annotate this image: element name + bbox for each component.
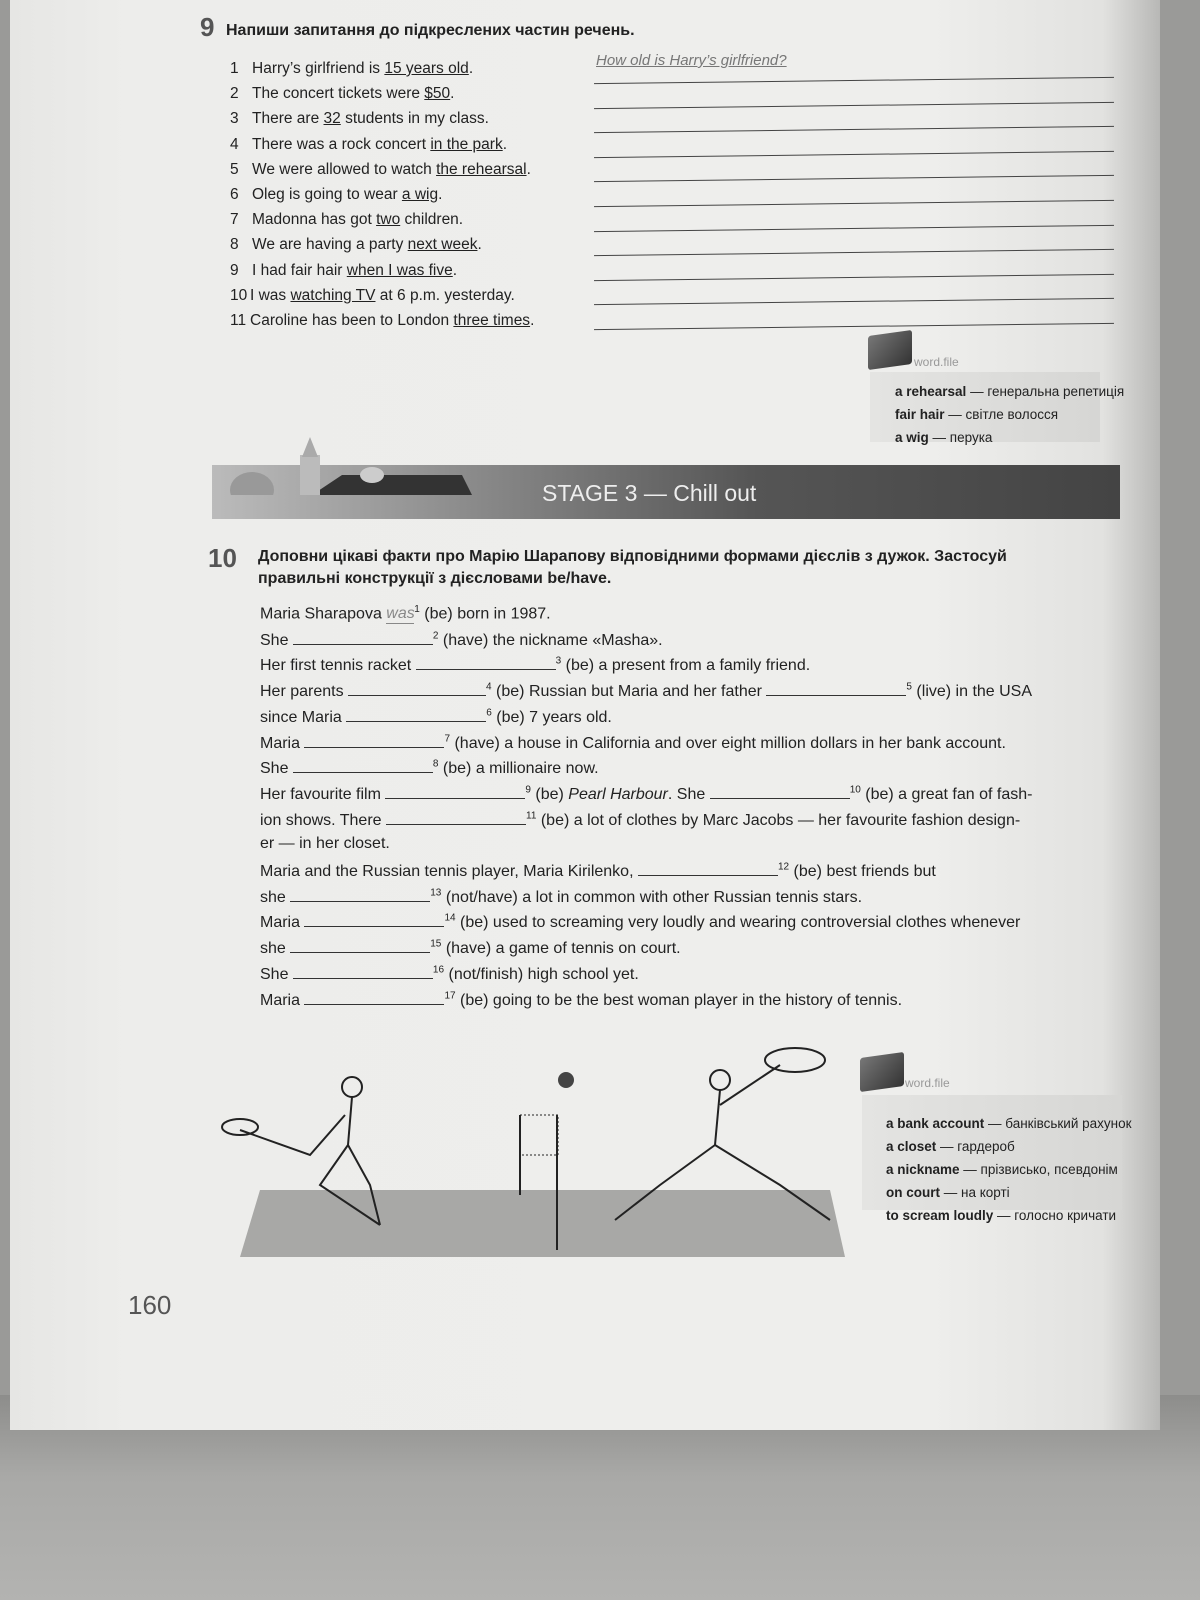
item-text-before: Caroline has been to London [250,312,454,329]
word-en: a closet [886,1139,937,1154]
gap-10[interactable] [710,784,850,799]
gap-number: 5 [906,681,912,693]
film-title: Pearl Harbour [568,785,668,803]
tennis-players-illustration [220,1035,860,1265]
word-ua: — генеральна репетиція [966,384,1125,399]
item-number: 9 [230,261,239,279]
text-segment: (be) Russian but Maria and her father [491,683,767,701]
text-line [260,784,1032,804]
handwritten-answer: How old is Harry’s girlfriend? [596,52,787,69]
exercise-10-instruction-2: правильні конструкції з дієсловами be/have. [258,570,612,587]
gap-number: 10 [849,784,861,796]
gap-14[interactable] [304,912,444,927]
text-segment: (be) a great fan of fash- [860,785,1033,803]
item-text-before: I was [250,286,291,304]
item-text-before: We were allowed to watch [252,160,437,178]
word-ua: — банківський рахунок [984,1116,1132,1131]
gap-number: 11 [526,810,537,822]
page-number: 160 [128,1290,172,1320]
text-line [260,681,1032,701]
text-segment: since Maria [260,708,347,726]
item-text-before: I had fair hair [252,261,347,279]
word-en: to scream loudly [886,1208,994,1223]
word-en: a nickname [886,1162,960,1177]
word-file-entry [886,1208,1116,1223]
text-segment: (be) best friends but [789,863,936,880]
text-segment: . She [667,785,710,803]
word-file-label-2: word.file [905,1076,950,1090]
item-number: 6 [230,186,239,203]
gap-number: 9 [525,784,531,796]
gap-11[interactable] [386,810,526,825]
text-segment: (be) a millionaire now. [438,760,599,778]
word-ua: — перука [928,430,993,445]
gap-15[interactable] [290,938,430,953]
text-segment: (be) a lot of clothes by Marc Jacobs — her favourite fashion design- [536,811,1021,829]
item-text-after: . [450,85,455,103]
word-file-label: word.file [914,355,959,369]
gap-6[interactable] [346,707,486,722]
text-segment: Maria [260,734,305,752]
gap-1[interactable]: was [386,605,415,623]
text-line [260,835,390,853]
text-segment: Her parents [260,683,349,701]
item-text-before: There are [252,110,324,128]
text-segment: (have) the nickname «Masha». [438,631,663,649]
exercise-9-number: 9 [200,12,215,42]
text-line [260,912,1020,932]
gap-number: 13 [430,887,442,899]
word-ua: — світле волосся [944,407,1059,422]
item-number: 2 [230,85,239,103]
text-line [260,655,810,675]
text-segment: (have) a house in California and over eight million dollars in her bank account. [450,734,1006,752]
exercise-item [230,236,482,254]
text-line [260,938,681,958]
item-text-after: . [502,135,508,153]
word-file-entry [895,384,1124,399]
text-segment: Maria [260,914,305,932]
item-text-before: There was a rock concert [252,135,431,153]
item-text-before: The concert tickets were [252,85,425,103]
item-text-after: . [468,60,474,77]
text-segment: (be) going to be the best woman player in the history of tennis. [455,991,903,1009]
text-segment: Maria [260,991,305,1009]
word-en: on court [886,1185,940,1200]
gap-number: 8 [432,758,439,770]
underlined-part: a wig [401,186,439,203]
exercise-9-instruction: Напиши запитання до підкреслених частин речень. [226,22,635,39]
gap-number: 2 [432,630,439,642]
gap-13[interactable] [290,887,430,902]
word-file-entry [895,407,1058,422]
word-file-icon-2 [860,1052,904,1092]
word-file-entry [886,1116,1132,1131]
text-segment: (have) a game of tennis on court. [441,940,681,958]
word-file-entry [886,1162,1118,1177]
gap-number: 3 [555,656,562,668]
text-segment: She [260,631,293,649]
item-text-after: students in my class. [340,110,489,128]
text-segment: she [260,888,291,906]
underlined-part: 15 years old [384,60,469,77]
chess-pieces-illustration [212,435,472,495]
word-ua: — гардероб [936,1139,1015,1154]
text-line [260,758,599,778]
text-segment: (live) in the USA [911,683,1033,701]
item-number: 10 [230,286,248,304]
text-line [260,604,551,624]
text-line [260,964,639,984]
item-number: 3 [230,110,239,128]
underlined-part: in the park [430,135,503,153]
word-ua: — прізвисько, псевдонім [959,1162,1118,1177]
underlined-part: the rehearsal [436,160,527,178]
item-number: 7 [230,211,239,229]
word-file-entry [886,1185,1010,1200]
text-line [260,861,936,881]
gap-8[interactable] [293,758,433,773]
underlined-part: watching TV [290,286,376,304]
exercise-item [230,211,463,229]
item-number: 8 [230,236,239,254]
text-segment: (not/finish) high school yet. [444,965,639,983]
text-segment: (be) 7 years old. [491,708,612,726]
word-file-icon [868,330,912,370]
text-segment: Her first tennis racket [260,657,416,675]
text-line [260,733,1006,753]
gap-number: 4 [486,681,492,693]
word-en: a bank account [886,1116,985,1131]
exercise-item [230,85,454,103]
gap-3[interactable] [416,655,556,670]
item-text-before: Harry’s girlfriend is [252,60,385,77]
text-segment: Her favourite film [260,785,386,803]
text-segment: She [260,760,293,778]
exercise-10-instruction: Доповни цікаві факти про Марію Шарапову відповідними формами дієслів з дужок. Застосуй [258,548,1007,565]
gap-12[interactable] [638,861,778,876]
gap-number: 12 [777,861,790,873]
text-segment: (not/have) a lot in common with other Russian tennis stars. [441,888,863,906]
exercise-item [230,136,507,154]
text-line [260,630,663,650]
item-text-before: Madonna has got [252,211,377,229]
word-ua: — на корті [940,1185,1010,1200]
exercise-item [230,161,531,179]
word-en: a rehearsal [895,384,967,399]
item-text-after: . [526,160,531,178]
item-text-before: Oleg is going to wear [252,186,402,203]
item-number: 1 [230,60,239,77]
exercise-item [230,186,442,204]
text-line [260,810,1020,830]
text-segment: Maria and the Russian tennis player, Maria Kirilenko, [260,863,638,880]
word-en: fair hair [895,407,945,422]
gap-number: 7 [444,733,451,745]
gap-5[interactable] [766,681,906,696]
underlined-part: 32 [323,110,341,128]
gap-number: 16 [432,964,445,976]
exercise-item [230,262,457,280]
item-text-before: We are having a party [252,236,408,254]
item-number: 5 [230,160,239,178]
gap-4[interactable] [348,681,486,696]
word-ua: — голосно кричати [993,1208,1117,1223]
text-segment: she [260,940,291,958]
word-en: a wig [895,430,929,445]
text-segment: Maria Sharapova [260,605,387,623]
exercise-item [230,60,473,78]
item-text-after: at 6 p.m. yesterday. [375,286,515,304]
gap-9[interactable] [385,784,525,799]
item-text-after: . [530,312,535,329]
gap-number: 6 [486,707,492,719]
gap-16[interactable] [293,964,433,979]
exercise-10-number: 10 [208,543,237,573]
item-text-after: . [438,186,443,203]
gap-number: 14 [444,913,456,925]
underlined-part: three times [453,312,531,329]
gap-number: 1 [414,604,420,615]
word-file-entry [895,430,992,445]
text-line [260,707,612,727]
word-file-entry [886,1139,1015,1154]
stage-title: STAGE 3 — Chill out [542,480,757,506]
exercise-item [230,287,515,305]
item-text-after: . [477,236,482,254]
exercise-item [230,110,489,128]
text-segment: She [260,965,293,983]
underlined-part: two [376,211,401,229]
text-segment: (be) a present from a family friend. [561,657,811,675]
gap-number: 15 [430,938,442,950]
text-segment: er — in her closet. [260,835,390,853]
item-number: 4 [230,135,239,153]
text-segment: (be) born in 1987. [419,605,551,623]
text-line [260,990,902,1010]
gap-2[interactable] [293,630,433,645]
item-number: 11 [230,312,247,329]
text-segment: (be) used to screaming very loudly and wearing controversial clothes whenever [455,914,1021,932]
underlined-part: $50 [424,85,451,103]
text-segment: ion shows. There [260,811,386,829]
gap-number: 17 [444,990,456,1002]
underlined-part: when I was five [346,261,453,279]
text-segment: (be) [530,785,569,803]
gap-7[interactable] [304,733,444,748]
item-text-after: children. [400,211,464,229]
underlined-part: next week [407,236,478,254]
gap-17[interactable] [304,990,444,1005]
exercise-item [230,312,534,330]
item-text-after: . [452,261,458,279]
text-line [260,887,862,907]
